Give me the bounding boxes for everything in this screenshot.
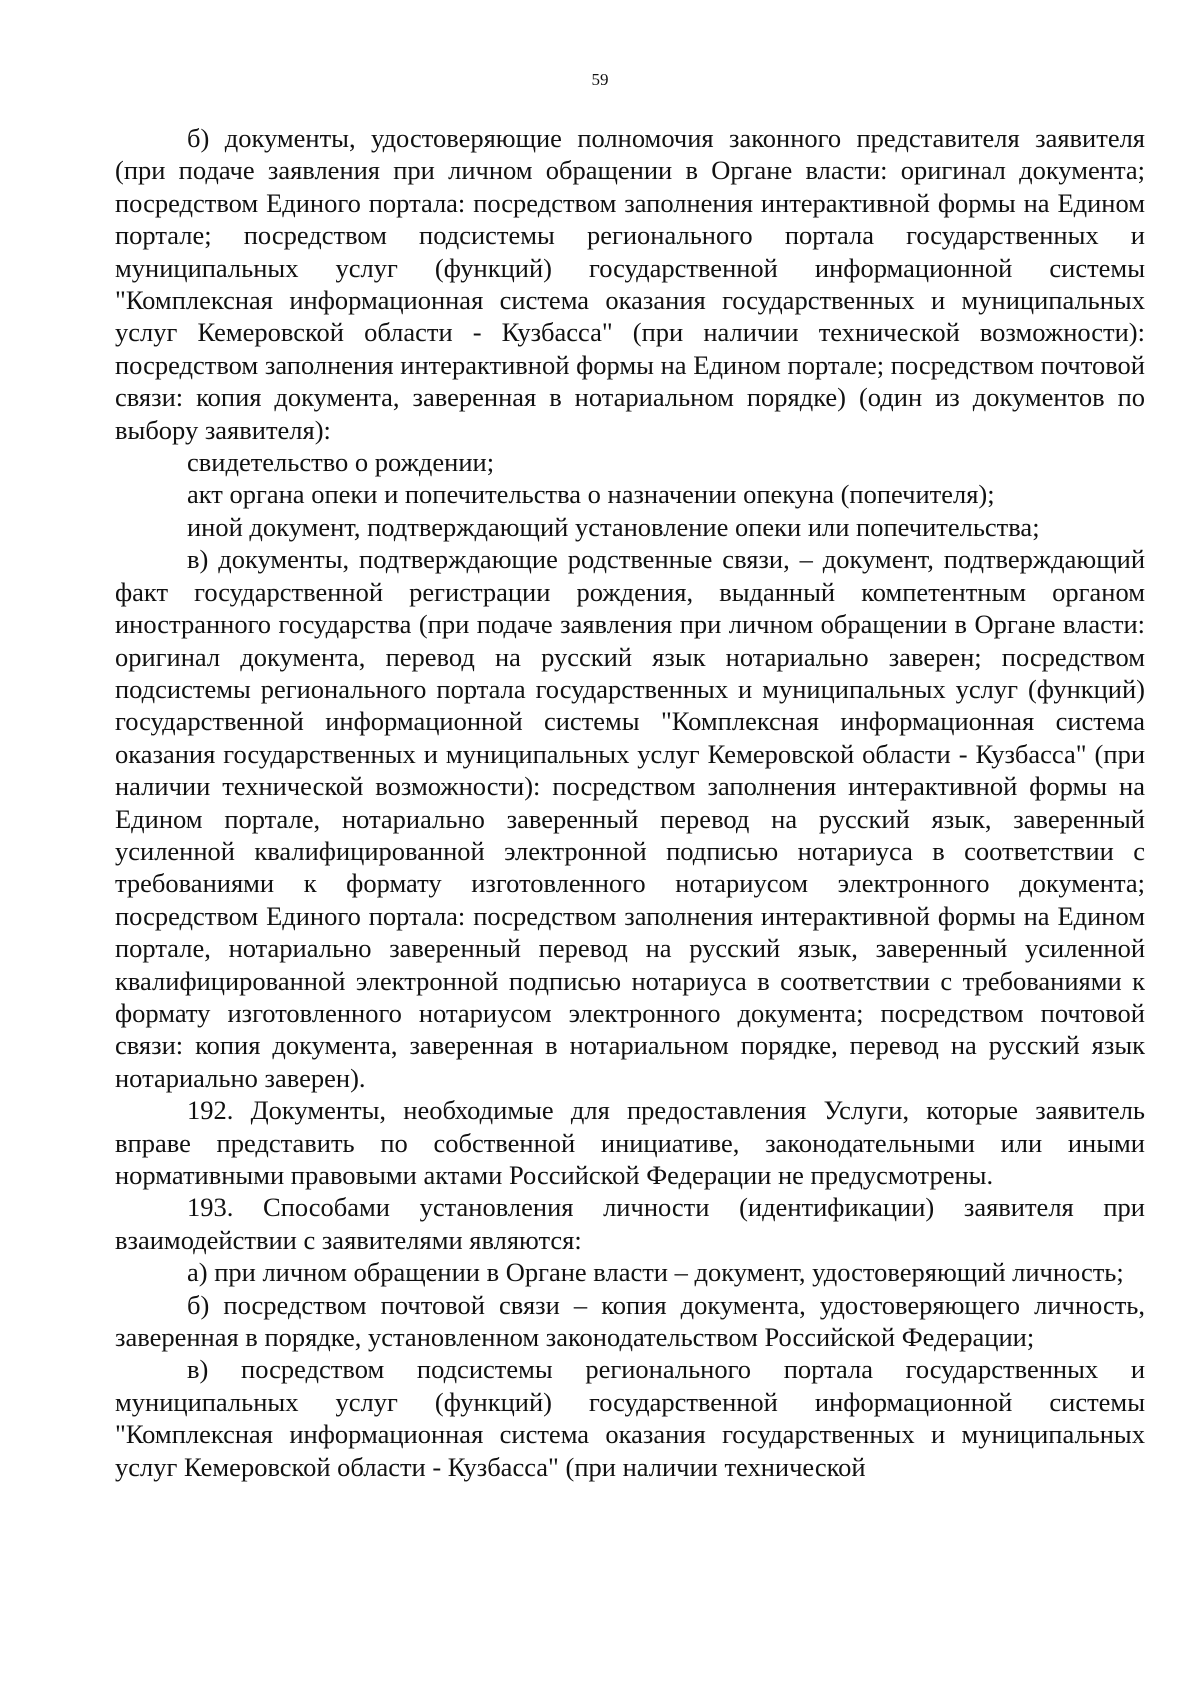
paragraph-192: 192. Документы, необходимые для предоставления Услуги, которые заявитель вправе представить по собственной инициативе, законодательными или иными нормативными правовыми актами Российской Федерации не предусмотрены. — [115, 1095, 1145, 1190]
paragraph-193-a: а) при личном обращении в Органе власти – документ, удостоверяющий личность; — [187, 1257, 1124, 1288]
paragraph-193-b: б) посредством почтовой связи – копия документа, удостоверяющего личность, заверенная в порядке, установленном законодательством Российской Федерации; — [115, 1289, 1145, 1353]
list-item-other-guardianship-document: иной документ, подтверждающий установление опеки или попечительства; — [187, 511, 1040, 542]
paragraph-b-legal-representative-documents: б) документы, удостоверяющие полномочия законного представителя заявителя (при подаче заявления при личном обращении в Органе власти: оригинал документа; посредством Единого портала: посредством заполнения интерактивной формы на Едином портале; посредством подсистемы регионального портала государственных и муниципальных услуг (функций) государственной информационной системы "Комплексная информационная система оказания государственных и муниципальных услуг Кемеровской области - Кузбасса" (при наличии технической возможности): посредством заполнения интерактивной формы на Едином портале; посредством почтовой связи: копия документа, заверенная в нотариальном порядке) (один из документов по выбору заявителя): — [115, 123, 1145, 445]
list-item-birth-certificate: свидетельство о рождении; — [187, 447, 495, 478]
list-item-guardianship-act: акт органа опеки и попечительства о назначении опекуна (попечителя); — [187, 479, 995, 510]
paragraph-193: 193. Способами установления личности (идентификации) заявителя при взаимодействии с заявителями являются: — [115, 1192, 1145, 1255]
page-number: 59 — [591, 70, 609, 89]
paragraph-v-kinship-documents: в) документы, подтверждающие родственные связи, – документ, подтверждающий факт государственной регистрации рождения, выданный компетентным органом иностранного государства (при подаче заявления при личном обращении в Органе власти: оригинал документа, перевод на русский язык нотариально заверен; посредством подсистемы регионального портала государственных и муниципальных услуг (функций) государственной информационной системы "Комплексная информационная система оказания государственных и муниципальных услуг Кемеровской области - Кузбасса" (при наличии технической возможности): посредством заполнения интерактивной формы на Едином портале, нотариально заверенный перевод на русский язык, заверенный усиленной квалифицированной электронной подписью нотариуса в соответствии с требованиями к формату изготовленного нотариусом электронного документа; посредством Единого портала: посредством заполнения интерактивной формы на Едином портале, нотариально заверенный перевод на русский язык, заверенный усиленной квалифицированной электронной подписью нотариуса в соответствии с требованиями к формату изготовленного нотариусом электронного документа; посредством почтовой связи: копия документа, заверенная в нотариальном порядке, перевод на русский язык нотариально заверен). — [115, 544, 1145, 1093]
document-body — [115, 122, 1145, 1483]
paragraph-193-v: в) посредством подсистемы регионального портала государственных и муниципальных услуг (функций) государственной информационной системы "Комплексная информационная система оказания государственных и муниципальных услуг Кемеровской области - Кузбасса" (при наличии технической — [115, 1354, 1145, 1482]
